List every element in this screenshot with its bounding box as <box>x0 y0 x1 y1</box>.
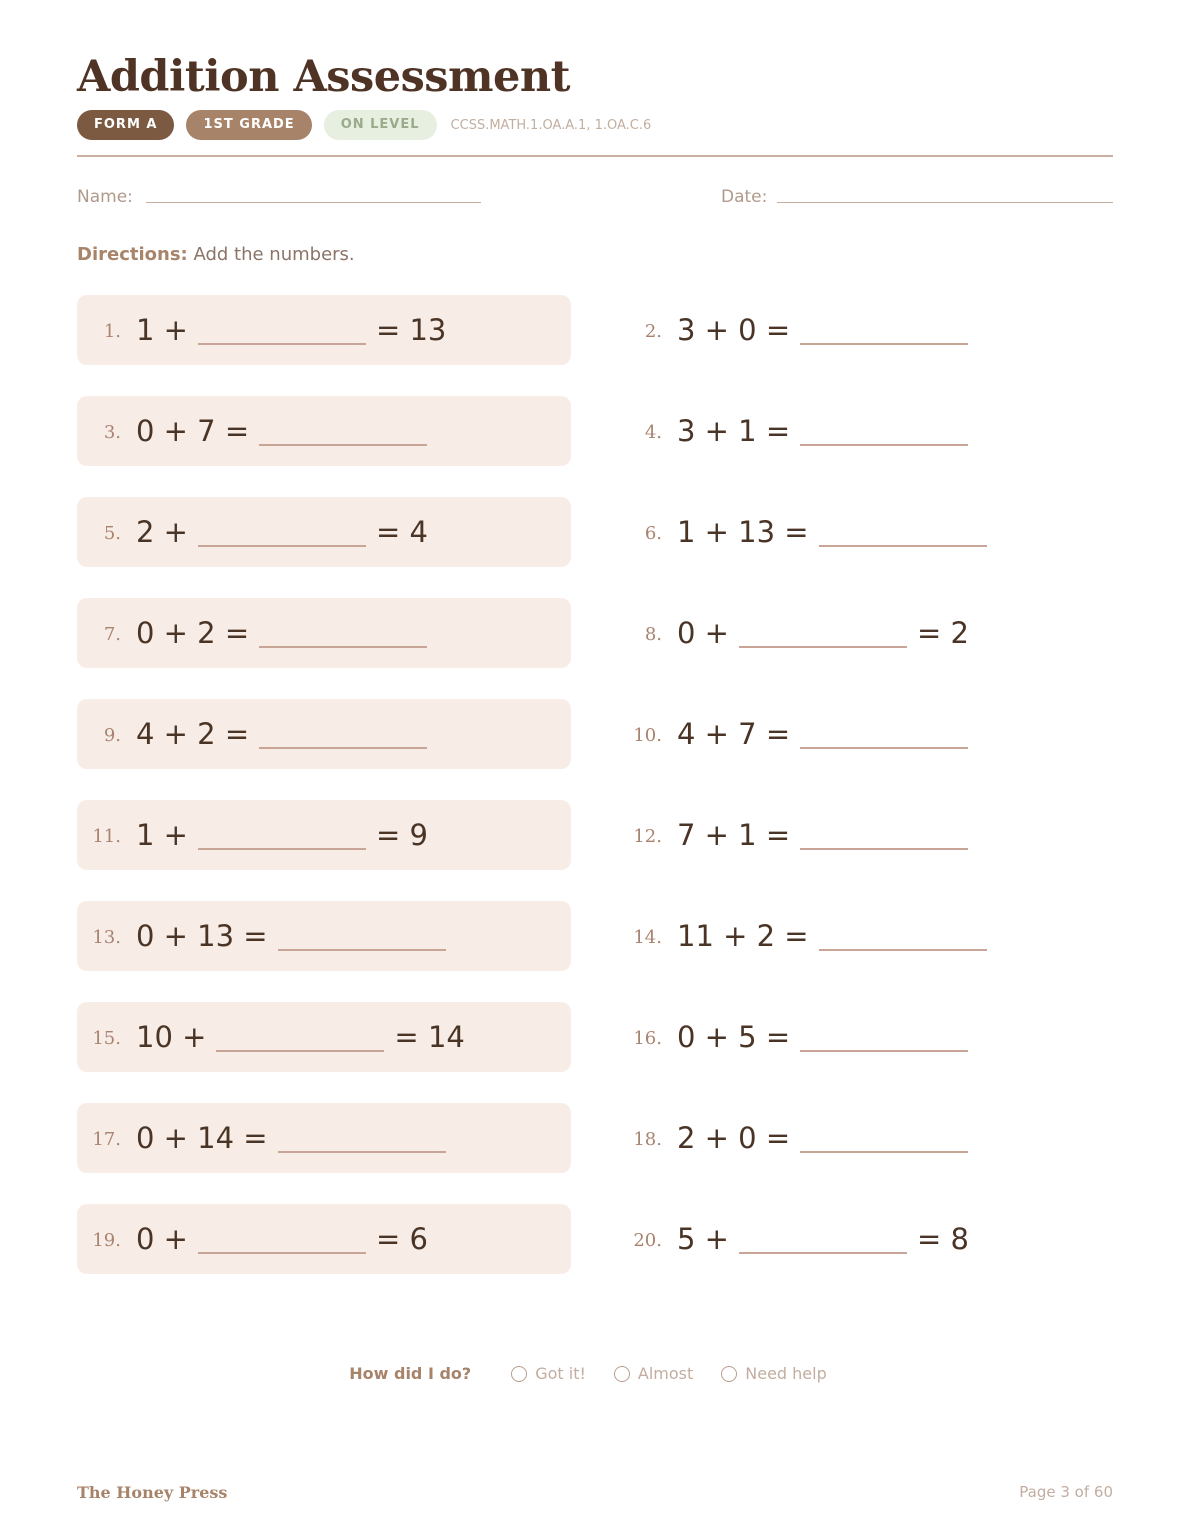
grade-badge: 1ST GRADE <box>186 110 311 140</box>
option-label: Almost <box>637 1364 694 1383</box>
expression-left: 0 + 14 = <box>136 1121 268 1155</box>
answer-blank[interactable] <box>819 517 987 547</box>
problem-expression <box>136 414 437 448</box>
answer-blank[interactable] <box>216 1022 384 1052</box>
answer-blank[interactable] <box>800 416 968 446</box>
self-check <box>0 1364 1190 1383</box>
answer-blank[interactable] <box>278 1123 446 1153</box>
page-number: Page 3 of 60 <box>1019 1483 1113 1501</box>
problem-number: 3. <box>103 422 121 443</box>
page-title: Addition Assessment <box>77 52 570 102</box>
problem-item <box>618 396 1038 466</box>
expression-left: 0 + 7 = <box>136 414 250 448</box>
problem-item <box>618 800 1038 870</box>
problem-expression <box>677 313 978 347</box>
expression-left: 0 + 13 = <box>136 919 268 953</box>
radio-circle-icon[interactable] <box>614 1366 630 1382</box>
problem-expression <box>677 717 978 751</box>
problem-expression <box>136 515 428 549</box>
problem-expression <box>136 616 437 650</box>
problem-number: 13. <box>92 927 121 948</box>
problem-item <box>77 1204 571 1274</box>
expression-left: 1 + 13 = <box>677 515 809 549</box>
problem-item <box>618 295 1038 365</box>
date-line[interactable] <box>777 202 1113 203</box>
expression-left: 4 + 7 = <box>677 717 791 751</box>
self-check-option-got-it[interactable] <box>511 1364 586 1383</box>
answer-blank[interactable] <box>800 1022 968 1052</box>
problem-item <box>618 699 1038 769</box>
answer-blank[interactable] <box>259 618 427 648</box>
radio-circle-icon[interactable] <box>721 1366 737 1382</box>
expression-left: 2 + <box>136 515 188 549</box>
problem-number: 18. <box>633 1129 662 1150</box>
standards-code: CCSS.MATH.1.OA.A.1, 1.OA.C.6 <box>450 117 652 133</box>
problem-item <box>77 497 571 567</box>
expression-left: 5 + <box>677 1222 729 1256</box>
expression-left: 1 + <box>136 313 188 347</box>
self-check-option-almost[interactable] <box>614 1364 693 1383</box>
problem-expression <box>677 1222 969 1256</box>
problem-item <box>77 295 571 365</box>
option-label: Got it! <box>535 1364 586 1383</box>
problem-expression <box>677 818 978 852</box>
directions-label: Directions: <box>77 244 188 265</box>
answer-blank[interactable] <box>800 820 968 850</box>
problem-number: 6. <box>644 523 662 544</box>
problem-number: 2. <box>644 321 662 342</box>
answer-blank[interactable] <box>259 719 427 749</box>
problem-item <box>77 699 571 769</box>
problem-number: 8. <box>644 624 662 645</box>
problem-expression <box>677 515 997 549</box>
problem-expression <box>677 616 969 650</box>
problem-expression <box>136 919 456 953</box>
expression-left: 3 + 0 = <box>677 313 791 347</box>
expression-right: = 14 <box>394 1020 465 1054</box>
problem-item <box>77 396 571 466</box>
badge-row <box>77 110 651 140</box>
expression-right: = 4 <box>375 515 428 549</box>
form-badge: FORM A <box>77 110 174 140</box>
answer-blank[interactable] <box>739 618 907 648</box>
problem-number: 4. <box>644 422 662 443</box>
expression-right: = 13 <box>375 313 447 347</box>
expression-left: 0 + 2 = <box>136 616 250 650</box>
problem-expression <box>136 313 446 347</box>
expression-right: = 9 <box>375 818 428 852</box>
self-check-question: How did I do? <box>349 1364 472 1383</box>
problem-item <box>77 901 571 971</box>
expression-left: 1 + <box>136 818 188 852</box>
expression-right: = 2 <box>916 616 969 650</box>
radio-circle-icon[interactable] <box>511 1366 527 1382</box>
answer-blank[interactable] <box>278 921 446 951</box>
answer-blank[interactable] <box>819 921 987 951</box>
problem-expression <box>136 818 428 852</box>
expression-left: 0 + <box>677 616 729 650</box>
problem-item <box>77 1002 571 1072</box>
expression-left: 0 + <box>136 1222 188 1256</box>
expression-left: 10 + <box>136 1020 207 1054</box>
answer-blank[interactable] <box>198 1224 366 1254</box>
problem-expression <box>677 1020 978 1054</box>
answer-blank[interactable] <box>800 1123 968 1153</box>
problem-item <box>618 598 1038 668</box>
date-label: Date: <box>721 187 768 207</box>
problem-item <box>77 598 571 668</box>
answer-blank[interactable] <box>198 315 366 345</box>
problem-number: 11. <box>92 826 121 847</box>
header-divider <box>77 155 1113 157</box>
expression-left: 11 + 2 = <box>677 919 809 953</box>
problem-number: 9. <box>103 725 121 746</box>
problem-item <box>618 901 1038 971</box>
problem-item <box>618 1204 1038 1274</box>
name-label: Name: <box>77 187 133 207</box>
expression-left: 7 + 1 = <box>677 818 791 852</box>
level-badge: ON LEVEL <box>324 110 437 140</box>
problem-expression <box>677 414 978 448</box>
answer-blank[interactable] <box>198 517 366 547</box>
expression-left: 0 + 5 = <box>677 1020 791 1054</box>
problem-expression <box>136 1222 428 1256</box>
answer-blank[interactable] <box>259 416 427 446</box>
expression-left: 2 + 0 = <box>677 1121 791 1155</box>
problem-item <box>618 497 1038 567</box>
problem-number: 1. <box>103 321 121 342</box>
expression-left: 4 + 2 = <box>136 717 250 751</box>
problem-number: 19. <box>92 1230 121 1251</box>
option-label: Need help <box>745 1364 827 1383</box>
directions <box>77 244 355 265</box>
answer-blank[interactable] <box>198 820 366 850</box>
expression-left: 3 + 1 = <box>677 414 791 448</box>
publisher-name: The Honey Press <box>77 1483 228 1502</box>
answer-blank[interactable] <box>739 1224 907 1254</box>
problem-expression <box>136 1020 465 1054</box>
problem-number: 10. <box>633 725 662 746</box>
problem-number: 15. <box>92 1028 121 1049</box>
problem-number: 20. <box>633 1230 662 1251</box>
problem-number: 17. <box>92 1129 121 1150</box>
problem-number: 14. <box>633 927 662 948</box>
self-check-option-need-help[interactable] <box>721 1364 826 1383</box>
expression-right: = 8 <box>916 1222 969 1256</box>
problem-item <box>618 1103 1038 1173</box>
problem-expression <box>677 919 997 953</box>
problem-number: 7. <box>103 624 121 645</box>
problem-number: 5. <box>103 523 121 544</box>
name-line[interactable] <box>146 202 481 203</box>
answer-blank[interactable] <box>800 719 968 749</box>
problem-expression <box>677 1121 978 1155</box>
problem-item <box>618 1002 1038 1072</box>
problem-item <box>77 1103 571 1173</box>
problem-number: 16. <box>633 1028 662 1049</box>
problem-expression <box>136 717 437 751</box>
answer-blank[interactable] <box>800 315 968 345</box>
problem-item <box>77 800 571 870</box>
directions-text: Add the numbers. <box>193 244 355 265</box>
expression-right: = 6 <box>375 1222 428 1256</box>
problem-number: 12. <box>633 826 662 847</box>
problem-expression <box>136 1121 456 1155</box>
